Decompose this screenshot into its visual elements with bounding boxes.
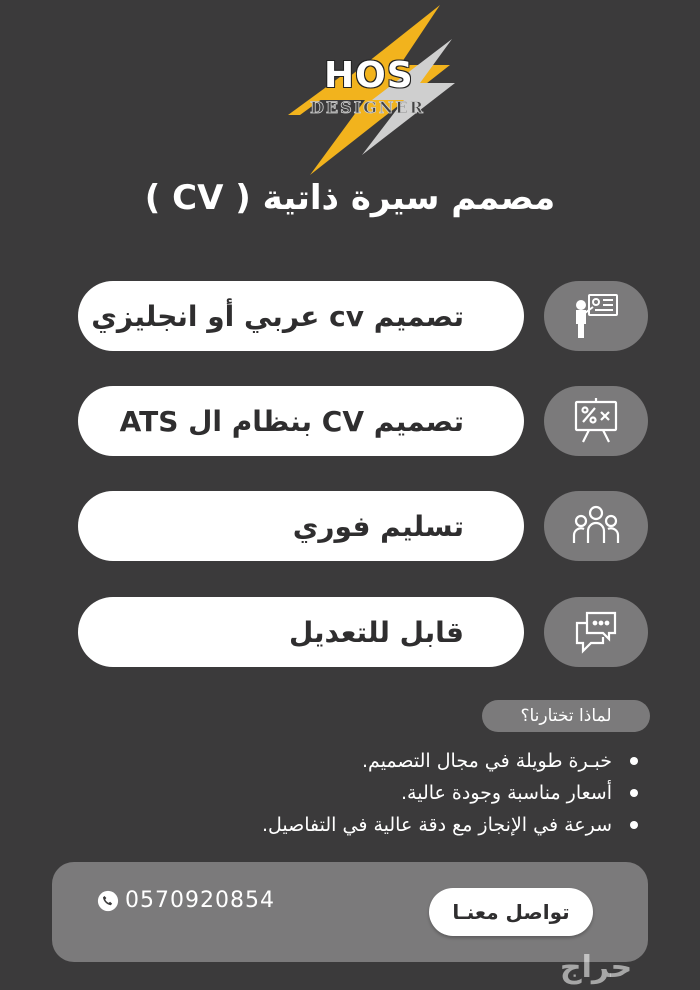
feature-label: تصميم cv عربي أو انجليزي <box>91 299 464 333</box>
chart-board-icon <box>544 386 648 456</box>
list-item: أسعار مناسبة وجودة عالية. <box>262 777 638 809</box>
feature-pill-ats <box>78 386 524 456</box>
feature-pill-arabic-english <box>78 281 524 351</box>
watermark: حراج <box>560 950 633 985</box>
phone-icon <box>97 890 119 912</box>
contact-us-button[interactable]: تواصل معنـا <box>429 888 593 936</box>
list-item: خبـرة طويلة في مجال التصميم. <box>262 745 638 777</box>
list-item: سرعة في الإنجاز مع دقة عالية في التفاصيل. <box>262 809 638 841</box>
feature-label: تصميم CV بنظام ال ATS <box>119 404 464 438</box>
page-title: مصمم سيرة ذاتية ( CV ) <box>144 178 556 218</box>
feature-pill-editable <box>78 597 524 667</box>
logo <box>280 5 460 175</box>
phone-number[interactable] <box>97 888 275 913</box>
team-icon <box>544 491 648 561</box>
feature-label: قابل للتعديل <box>289 615 464 649</box>
logo-text: HOS <box>324 55 414 96</box>
logo-subtext: DESIGNER <box>310 98 425 117</box>
phone-text: 0570920854 <box>125 888 275 913</box>
chat-icon <box>544 597 648 667</box>
why-choose-us-badge: لماذا تختارنا؟ <box>482 700 650 732</box>
reasons-list <box>262 745 638 841</box>
feature-pill-instant-delivery <box>78 491 524 561</box>
contact-bar <box>52 862 648 962</box>
feature-label: تسليم فوري <box>292 509 464 543</box>
presenter-icon <box>544 281 648 351</box>
